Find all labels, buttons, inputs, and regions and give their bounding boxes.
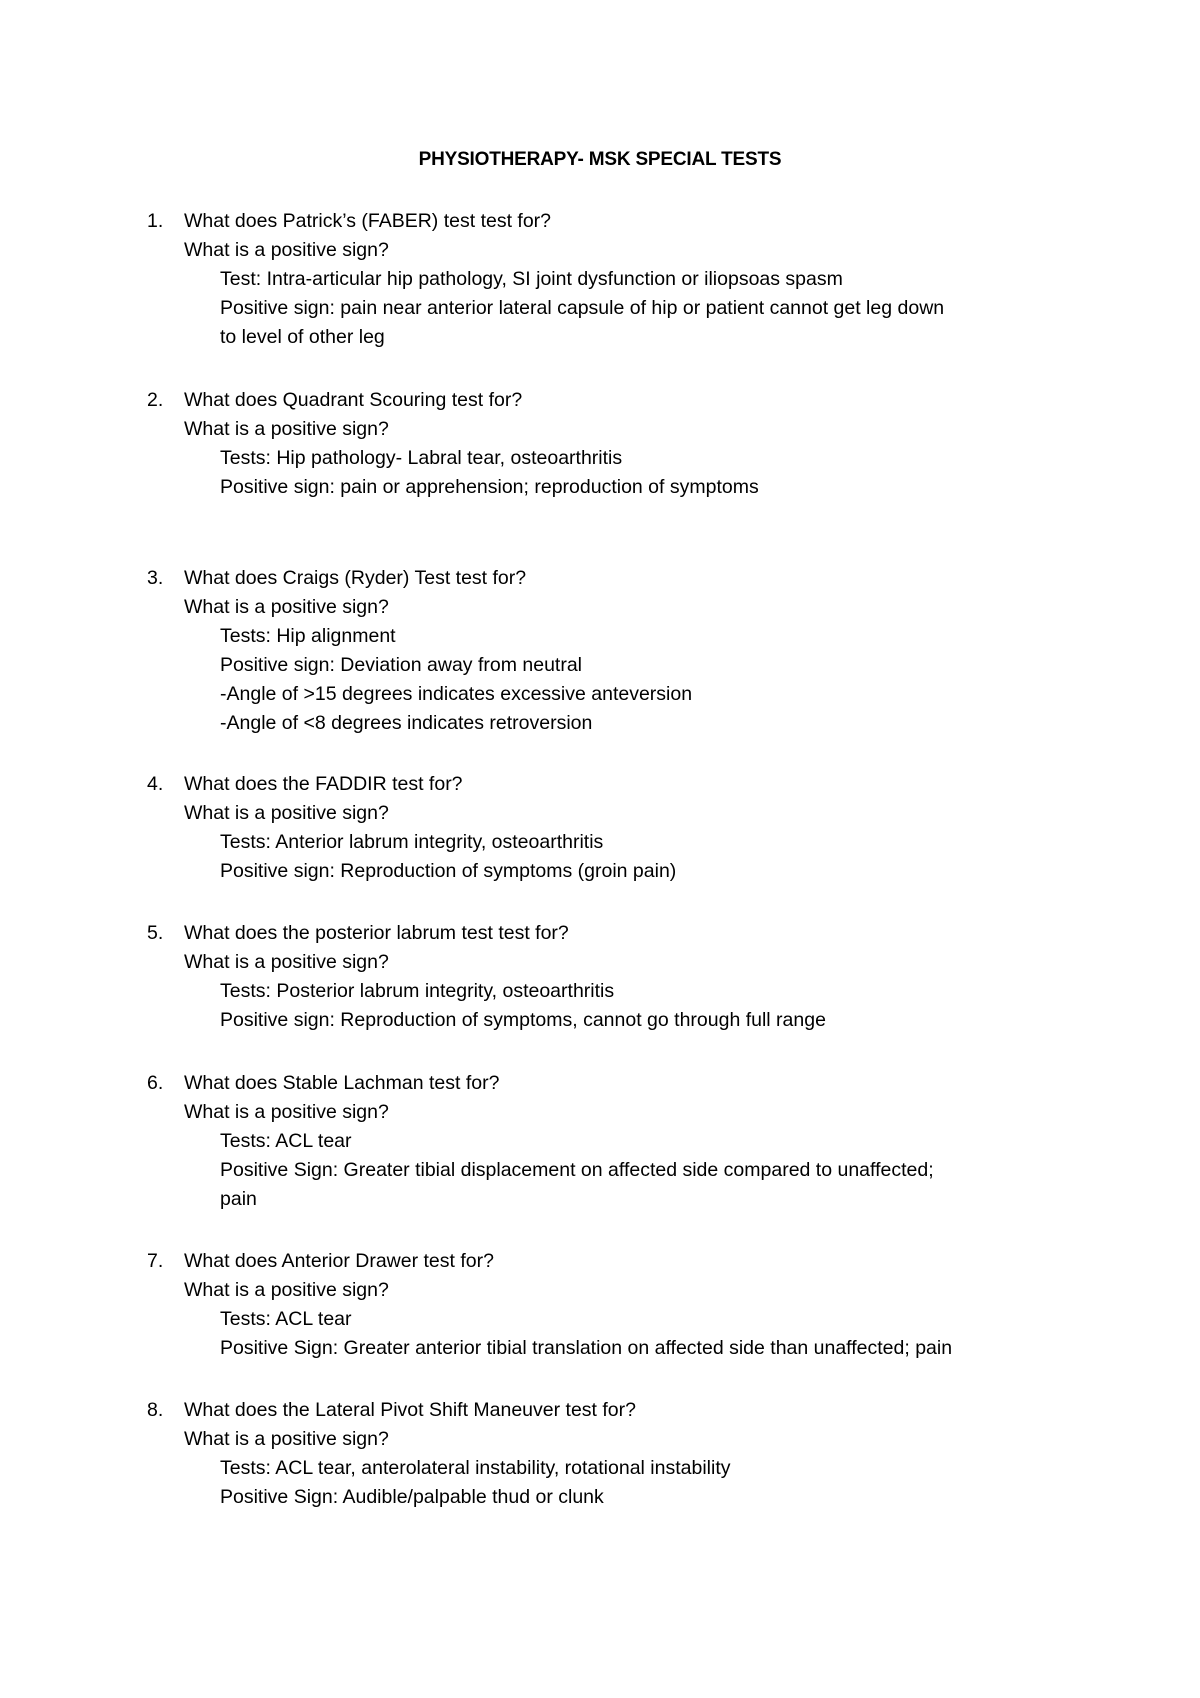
item-number: 7.	[147, 1250, 164, 1272]
question-text: What does the Lateral Pivot Shift Maneuver test for?	[184, 1399, 636, 1421]
answer-line: Positive Sign: Audible/palpable thud or clunk	[220, 1486, 604, 1508]
answer-line: Tests: Posterior labrum integrity, osteoarthritis	[220, 980, 615, 1002]
answer-line: Positive sign: Deviation away from neutral	[220, 654, 582, 676]
item-number: 8.	[147, 1399, 164, 1421]
positive-sign-prompt: What is a positive sign?	[184, 418, 389, 440]
item-number: 3.	[147, 567, 164, 589]
answer-line: Positive Sign: Greater tibial displacement on affected side compared to unaffected;	[220, 1159, 934, 1181]
answer-line: Positive sign: Reproduction of symptoms (groin pain)	[220, 860, 677, 882]
positive-sign-prompt: What is a positive sign?	[184, 802, 389, 824]
answer-line: Tests: ACL tear	[220, 1130, 352, 1152]
answer-line: Positive Sign: Greater anterior tibial translation on affected side than unaffected; pain	[220, 1337, 953, 1359]
positive-sign-prompt: What is a positive sign?	[184, 596, 389, 618]
answer-line: Tests: ACL tear, anterolateral instability, rotational instability	[220, 1457, 731, 1479]
item-number: 2.	[147, 389, 164, 411]
answer-line: Positive sign: pain near anterior lateral capsule of hip or patient cannot get leg down	[220, 297, 945, 319]
answer-line: Tests: Anterior labrum integrity, osteoarthritis	[220, 831, 604, 853]
question-text: What does Quadrant Scouring test for?	[184, 389, 523, 411]
answer-line: Positive sign: Reproduction of symptoms, cannot go through full range	[220, 1009, 826, 1031]
positive-sign-prompt: What is a positive sign?	[184, 1428, 389, 1450]
answer-line: pain	[220, 1188, 257, 1210]
answer-line: -Angle of >15 degrees indicates excessive anteversion	[220, 683, 693, 705]
page-title: PHYSIOTHERAPY- MSK SPECIAL TESTS	[418, 149, 782, 170]
positive-sign-prompt: What is a positive sign?	[184, 1279, 389, 1301]
answer-line: Positive sign: pain or apprehension; reproduction of symptoms	[220, 476, 759, 498]
positive-sign-prompt: What is a positive sign?	[184, 951, 389, 973]
answer-line: to level of other leg	[220, 326, 385, 348]
answer-line: -Angle of <8 degrees indicates retroversion	[220, 712, 593, 734]
question-text: What does the posterior labrum test test for?	[184, 922, 569, 944]
answer-line: Tests: Hip alignment	[220, 625, 396, 647]
positive-sign-prompt: What is a positive sign?	[184, 239, 389, 261]
answer-line: Tests: Hip pathology- Labral tear, osteoarthritis	[220, 447, 623, 469]
question-text: What does Stable Lachman test for?	[184, 1072, 500, 1094]
question-text: What does Anterior Drawer test for?	[184, 1250, 494, 1272]
question-text: What does Patrick’s (FABER) test test for?	[184, 210, 552, 232]
item-number: 4.	[147, 773, 164, 795]
question-text: What does Craigs (Ryder) Test test for?	[184, 567, 527, 589]
answer-line: Tests: ACL tear	[220, 1308, 352, 1330]
item-number: 5.	[147, 922, 164, 944]
item-number: 6.	[147, 1072, 164, 1094]
answer-line: Test: Intra-articular hip pathology, SI joint dysfunction or iliopsoas spasm	[220, 268, 843, 290]
question-text: What does the FADDIR test for?	[184, 773, 463, 795]
item-number: 1.	[147, 210, 164, 232]
positive-sign-prompt: What is a positive sign?	[184, 1101, 389, 1123]
